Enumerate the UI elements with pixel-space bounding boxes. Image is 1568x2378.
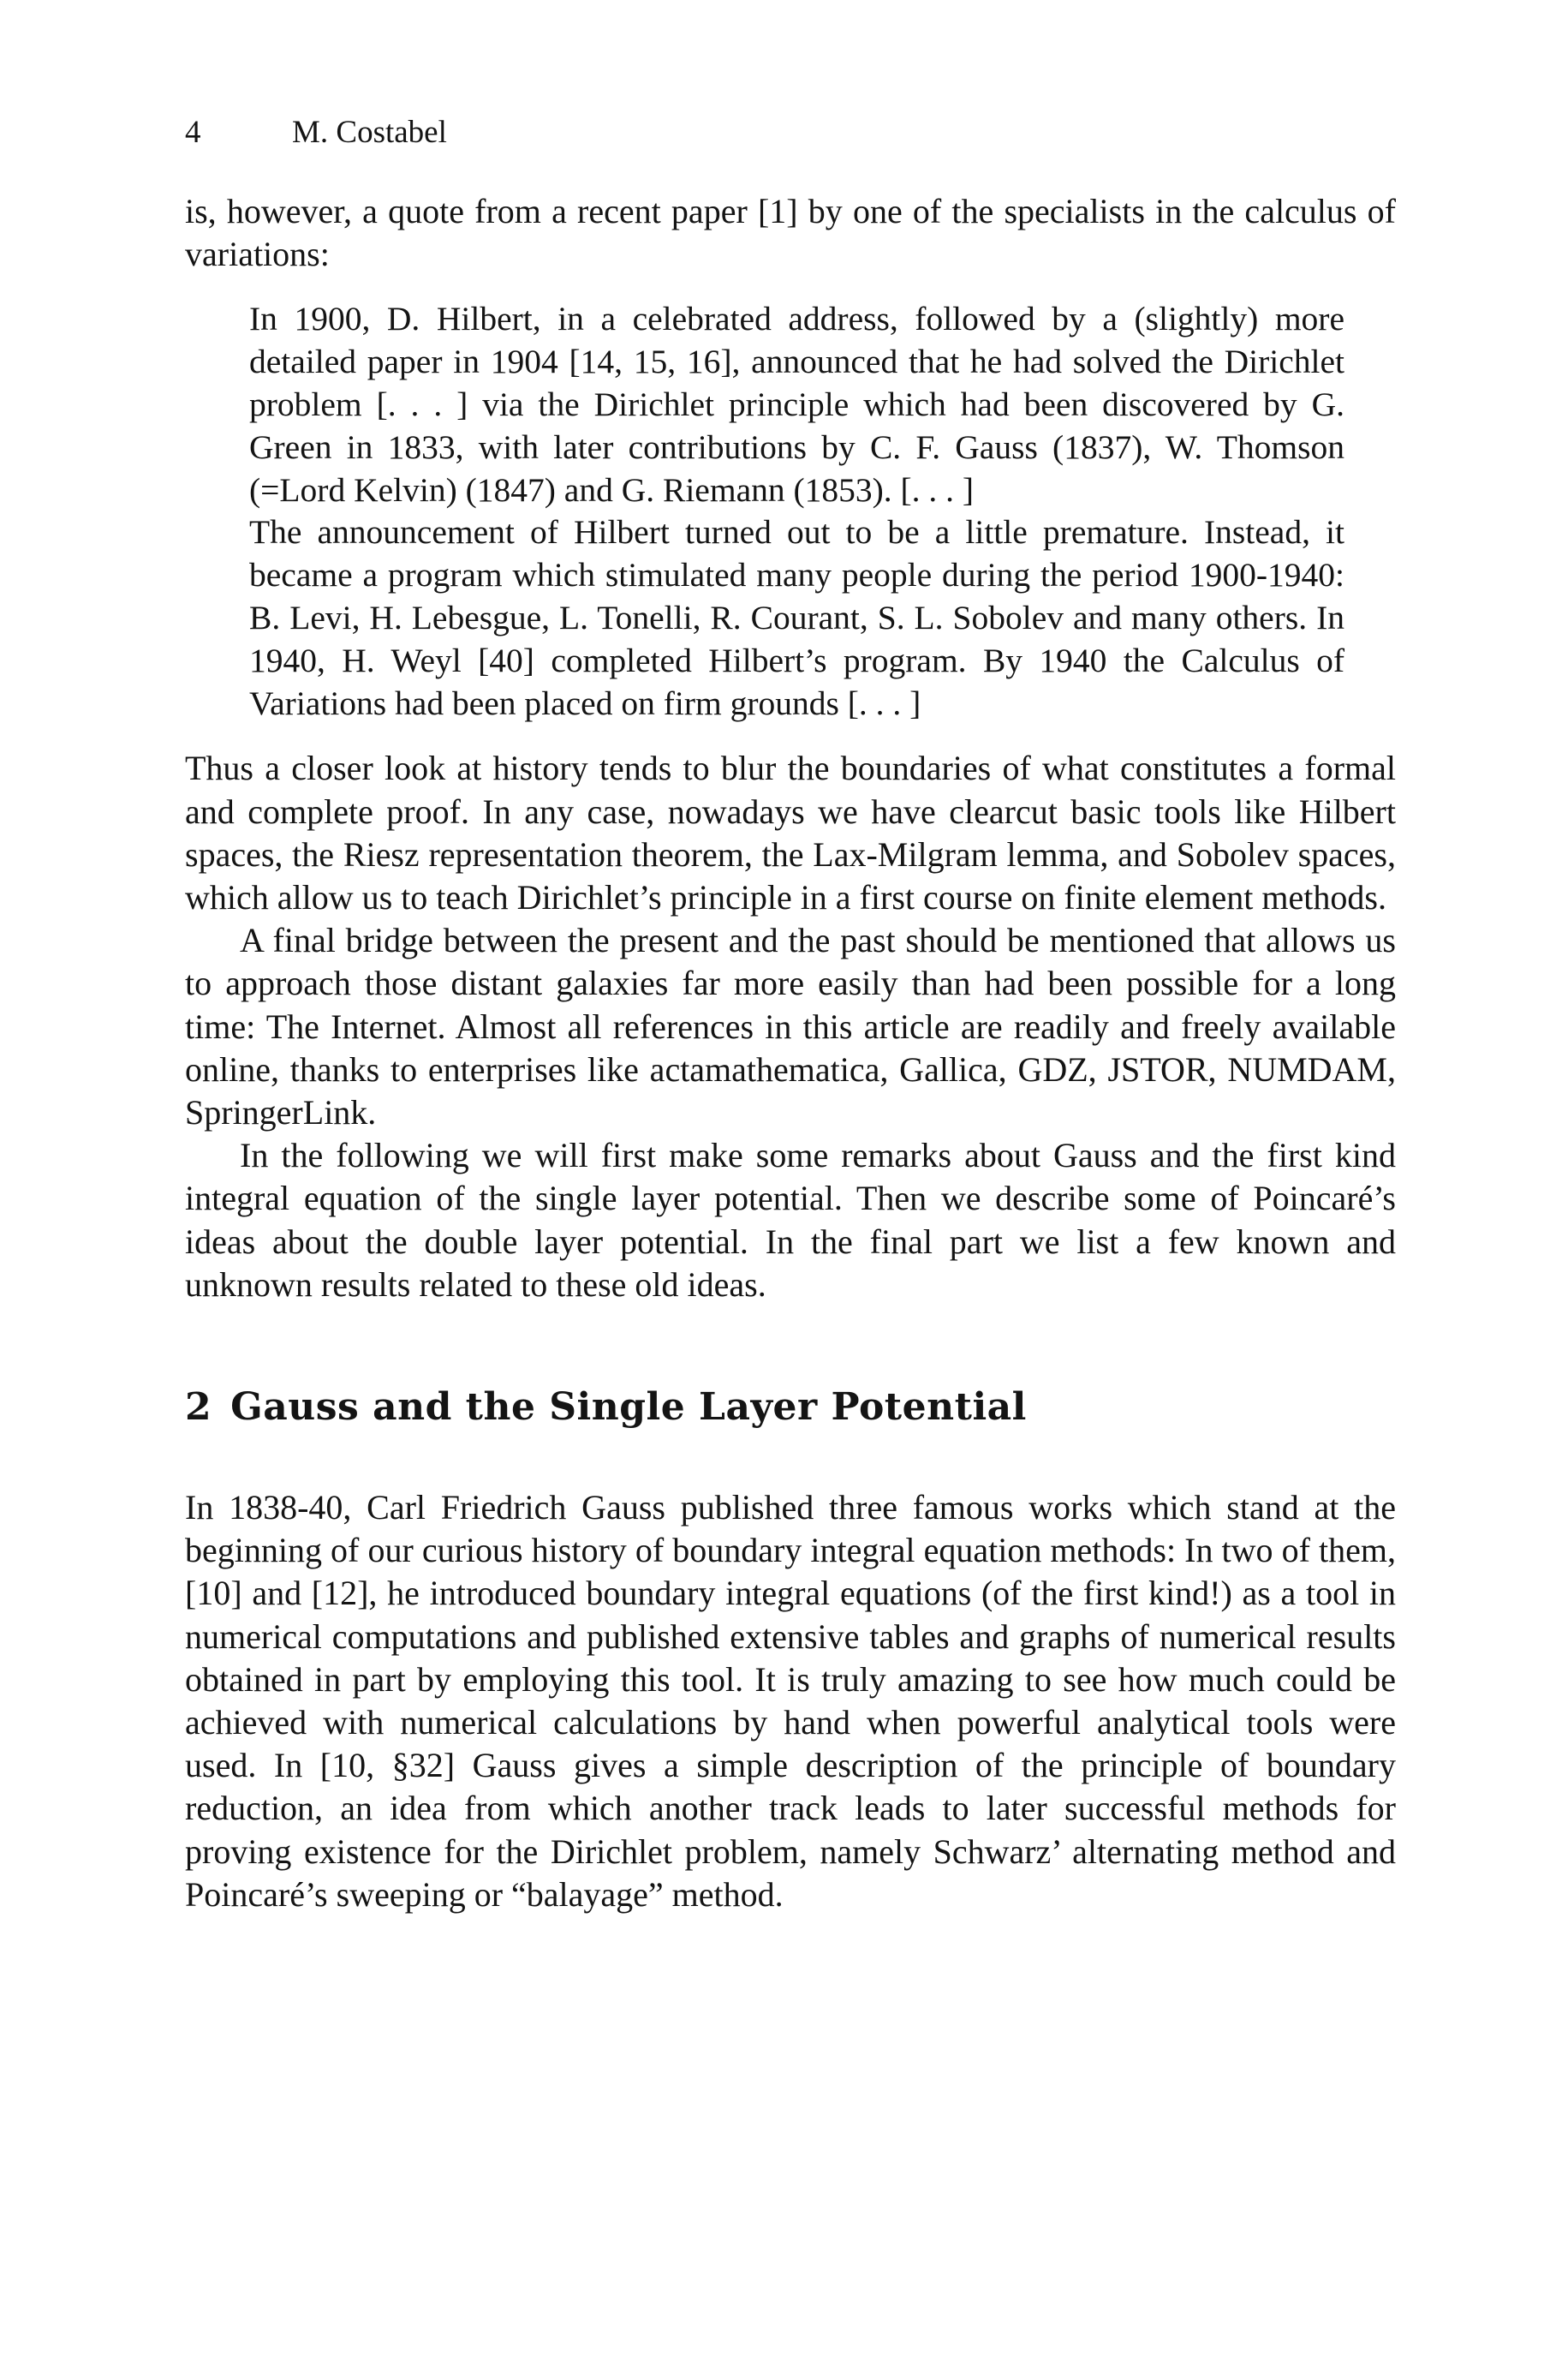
section-number: 2 [185,1385,212,1430]
quote-paragraph-1: In 1900, D. Hilbert, in a celebrated address, followed by a (slightly) more detailed paper in 1904 [14, 15, 16], announced that he had solved the Dirichlet problem [. . . ] via the Dirichlet principle which had been discovered by G. Green in 1833, with later contributions by C. F. Gauss (1837), W. Thomson (=Lord Kelvin) (1847) and G. Riemann (1853). [. . . ] [249,300,1344,509]
section-title: Gauss and the Single Layer Potential [230,1385,1027,1430]
section-heading [185,1383,1396,1431]
block-quote [249,298,1344,725]
intro-paragraph: is, however, a quote from a recent paper [1] by one of the specialists in the calculus of variations: [185,192,1396,274]
page-number: 4 [185,115,201,150]
author-name: M. Costabel [292,115,447,150]
section-paragraph: In 1838-40, Carl Friedrich Gauss published three famous works which stand at the beginning of our curious history of boundary integral equation methods: In two of them, [10] and [12], he introduced boundary integral equations (of the first kind!) as a tool in numerical computations and published extensive tables and graphs of numerical results obtained in part by employing this tool. It is truly amazing to see how much could be achieved with numerical calculations by hand when powerful analytical tools were used. In [10, §32] Gauss gives a simple description of the principle of boundary reduction, an idea from which another track leads to later successful methods for proving existence for the Dirichlet problem, namely Schwarz’ alternating method and Poincaré’s sweeping or “balayage” method. [185,1488,1396,1914]
body-paragraph-2: A final bridge between the present and the past should be mentioned that allows us to approach those distant galaxies far more easily than had been possible for a long time: The Internet. Almost all references in this article are readily and freely available online, thanks to enterprises like actamathematica, Gallica, GDZ, JSTOR, NUMDAM, SpringerLink. [185,921,1396,1132]
body-paragraph-1: Thus a closer look at history tends to blur the boundaries of what constitutes a formal and complete proof. In any case, nowadays we have clearcut basic tools like Hilbert spaces, the Riesz representation theorem, the Lax-Milgram lemma, and Sobolev spaces, which allow us to teach Dirichlet’s principle in a first course on finite element methods. [185,749,1396,917]
body-paragraph-3: In the following we will first make some remarks about Gauss and the first kind integral equation of the single layer potential. Then we describe some of Poincaré’s ideas about the double layer potential. In the final part we list a few known and unknown results related to these old ideas. [185,1136,1396,1304]
quote-paragraph-2: The announcement of Hilbert turned out to be a little premature. Instead, it became a program which stimulated many people during the period 1900-1940: B. Levi, H. Lebesgue, L. Tonelli, R. Courant, S. L. Sobolev and many others. In 1940, H. Weyl [40] completed Hilbert’s program. By 1940 the Calculus of Variations had been placed on firm grounds [. . . ] [249,513,1344,722]
page-content [185,111,1396,1916]
running-head [185,111,1396,154]
